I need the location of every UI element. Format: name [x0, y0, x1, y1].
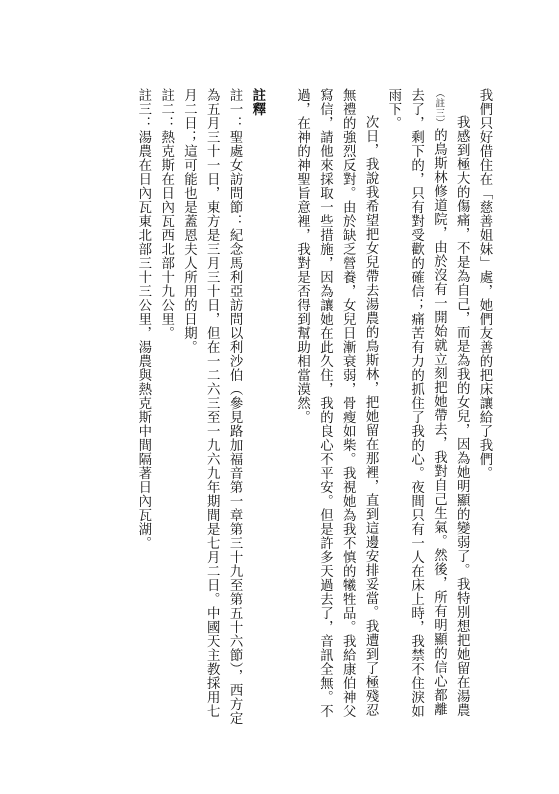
paragraph-2-text-a: 我感到極大的傷痛，不是為自己，而是為我的女兒，因為她明顯的變弱了。我特別想把她留在湯農 [454, 114, 470, 717]
note-reference-3: （註三） [433, 88, 445, 129]
paragraph-3: 次日，我說我希望把女兒帶去湯農的鳥斯林，把她留在那裡，直到這邊安排妥當。我遭到了極殘忍無禮的強烈反對。由於缺乏營養，女兒日漸衰弱，骨瘦如柴。我視她為我不慎的犧牲品。我給康伯神父寫信，請他來採取一些措施，因為讓她在此久住，我的良心不平安。但是許多天過去了，音訊全無。不過，在神的神聖旨意裡，我對是否得到幫助相當漠然。 [294, 88, 379, 718]
paragraph-1: 我們只好借住在「慈善姐妹」處，她們友善的把床讓給了我們。 [477, 88, 492, 480]
notes-heading: 註釋 [249, 88, 265, 116]
note-1: 註一：聖處女訪問節：紀念馬利亞訪問以利沙伯（參見路加福音第一章第三十九至第五十六節），西方定為五月三十一日，東方是三月三十日，但在一二六三至一九六九年期間是七月二日。中國天主教採用七月二日；這可能也是蓋恩夫人所用的日期。 [181, 88, 243, 726]
note-3: 註三：湯農在日內瓦東北部三十三公里，湯農與熱克斯中間隔著日內瓦湖。 [135, 88, 151, 550]
vertical-text-body [95, 88, 495, 728]
note-2: 註二：熱克斯在日內瓦西北部十九公里。 [158, 88, 174, 340]
paragraph-2-text-b: 的鳥斯林修道院，由於沒有一開始就立刻把她帶去，我對自己生氣。然後，所有明顯的信心都離去了，剩下的，只有對受歡的確信；痛苦有力的抓住了我的心。夜間只有一人在床上時，我禁不住淚如雨下。 [385, 88, 447, 718]
paragraph-2 [381, 88, 472, 728]
